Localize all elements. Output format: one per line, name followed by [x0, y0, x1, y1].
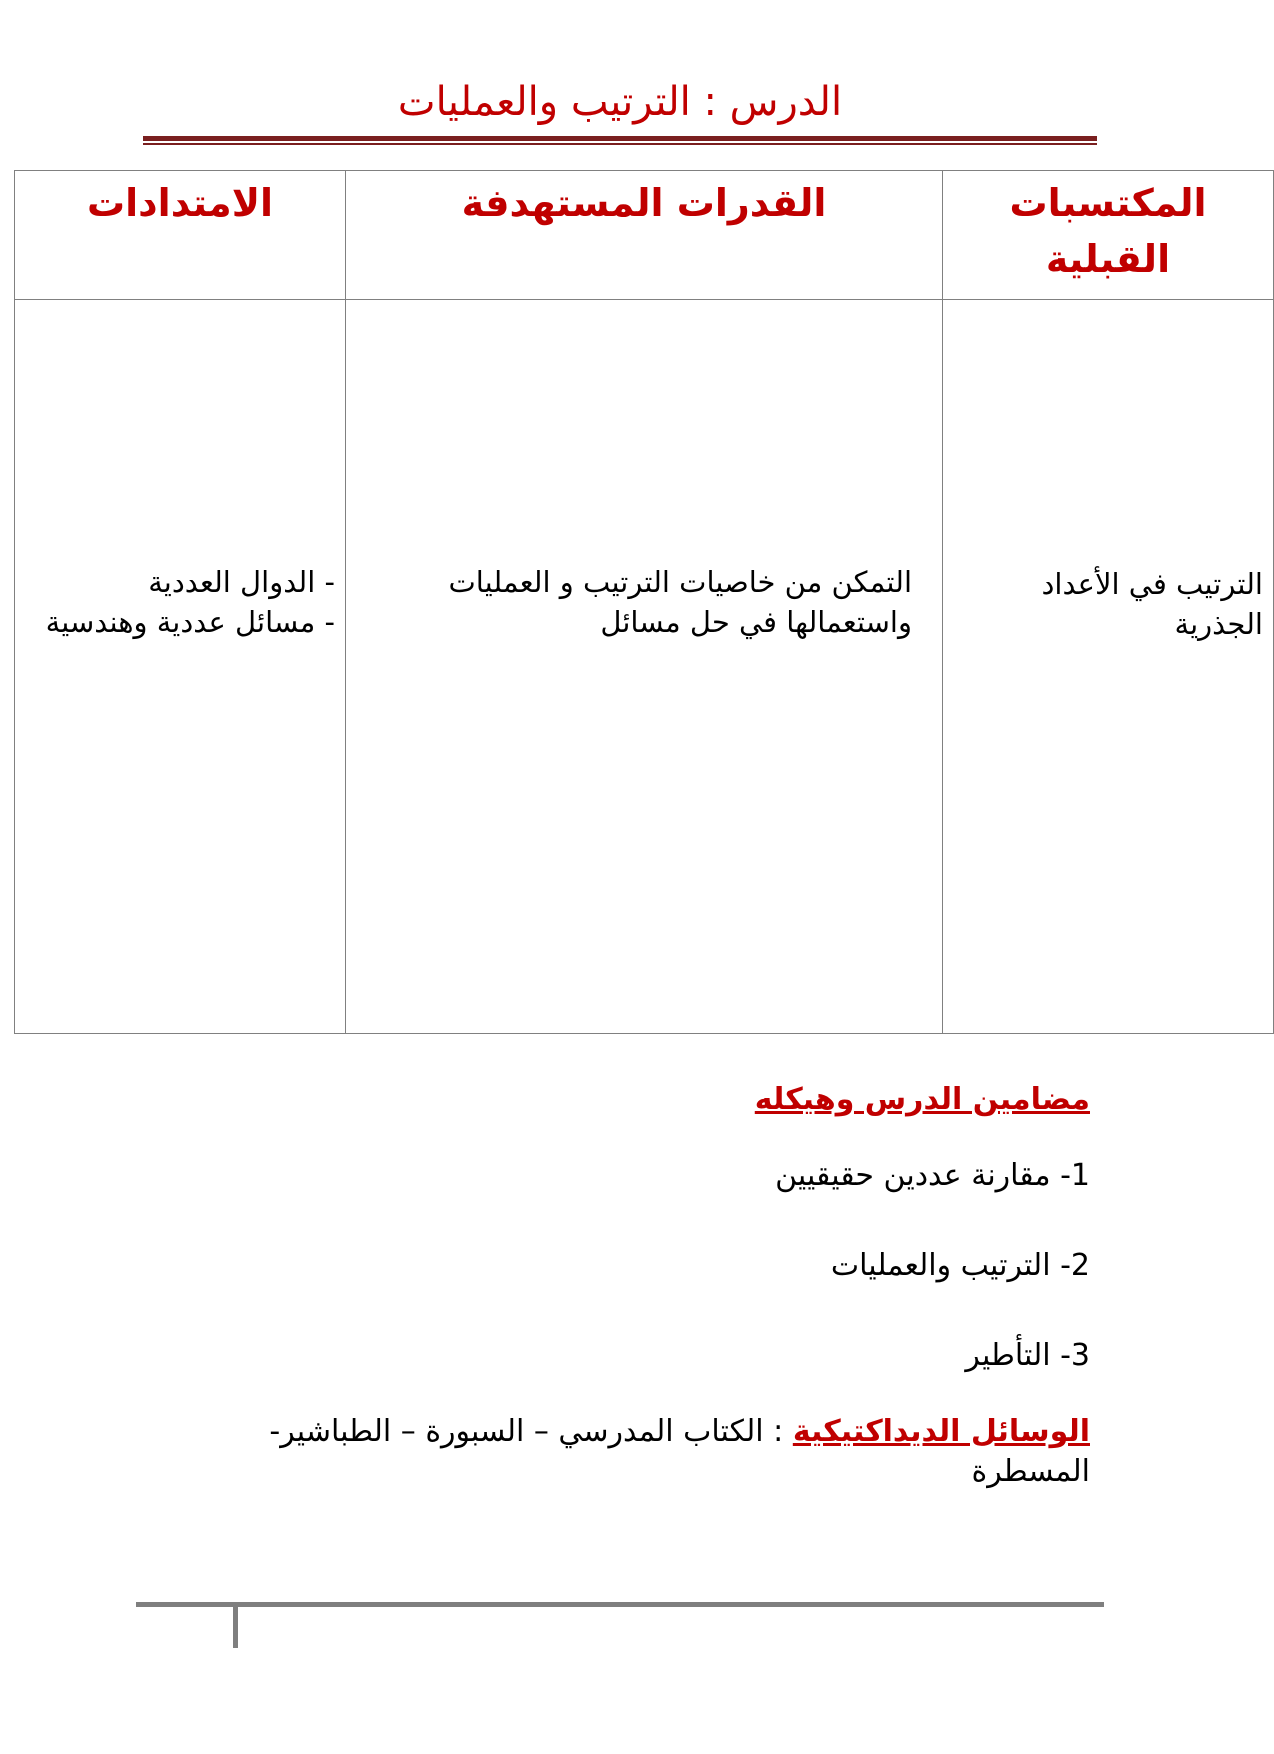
table-row — [15, 300, 1274, 1034]
cell-target-abilities: التمكن من خاصيات الترتيب و العمليات واستعمالها في حل مسائل — [346, 300, 943, 1034]
footer-divider — [136, 1602, 1104, 1607]
contents-heading: مضامين الدرس وهيكله — [754, 1082, 1090, 1117]
list-item: 2- الترتيب والعمليات — [830, 1248, 1090, 1283]
lesson-title: الدرس : الترتيب والعمليات — [397, 79, 843, 125]
title-divider — [143, 136, 1097, 145]
resources-text: الكتاب المدرسي – السبورة – الطباشير- المسطرة — [269, 1414, 1090, 1489]
footer-tick — [233, 1604, 238, 1648]
lesson-contents — [190, 1080, 1090, 1492]
table-header-row — [15, 171, 1274, 300]
list-item: 1- مقارنة عددين حقيقيين — [775, 1158, 1090, 1193]
extension-item: - مسائل عددية وهندسية — [45, 605, 335, 639]
cell-prior-knowledge: الترتيب في الأعداد الجذرية — [943, 300, 1274, 1034]
resources-separator: : — [763, 1414, 793, 1449]
extension-item: - الدوال العددية — [148, 565, 335, 599]
list-item: 3- التأطير — [965, 1338, 1090, 1373]
header-extensions: الامتدادات — [15, 171, 346, 300]
lesson-planning-table — [14, 170, 1274, 1034]
header-prior-knowledge: المكتسبات القبلية — [943, 171, 1274, 300]
resources-line — [190, 1412, 1090, 1492]
header-target-abilities: القدرات المستهدفة — [346, 171, 943, 300]
cell-extensions — [15, 300, 346, 1034]
resources-label: الوسائل الديداكتيكية — [792, 1414, 1090, 1449]
